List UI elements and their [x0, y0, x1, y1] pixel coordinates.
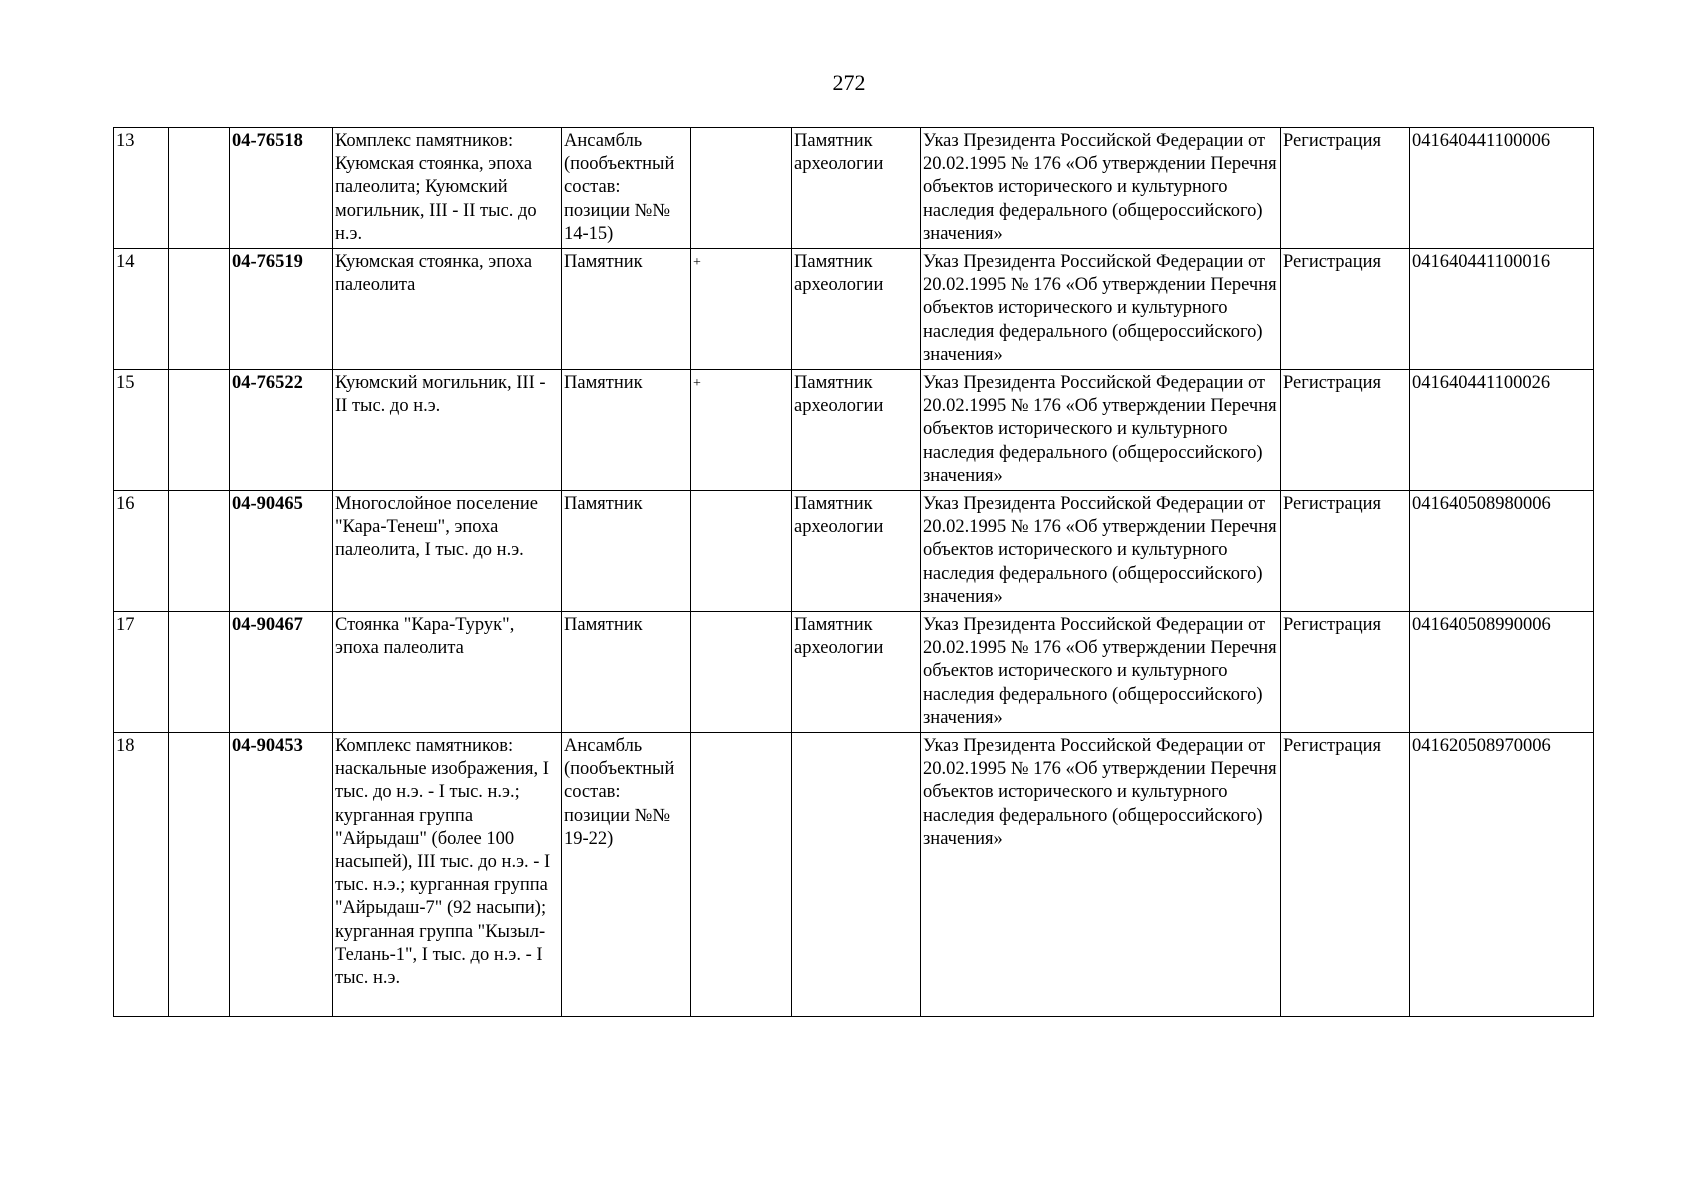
legal-document: Указ Президента Российской Федерации от 20.02.1995 № 176 «Об утверждении Перечня объектов исторического и культурного наследия федерального (общероссийского) значения»: [921, 612, 1281, 733]
status-cell: Регистрация: [1281, 491, 1410, 612]
empty-cell: [169, 249, 230, 370]
object-code: 041620508970006: [1410, 733, 1594, 1017]
mark-cell: [691, 612, 792, 733]
empty-cell: [169, 128, 230, 249]
object-category: Памятник археологии: [792, 128, 921, 249]
registration-number: 04-90465: [230, 491, 333, 612]
object-type: Ансамбль (пообъектный состав: позиции №№ 14-15): [562, 128, 691, 249]
object-code: 041640441100016: [1410, 249, 1594, 370]
status-cell: Регистрация: [1281, 128, 1410, 249]
object-type: Памятник: [562, 249, 691, 370]
mark-cell: +: [691, 370, 792, 491]
registration-number: 04-90453: [230, 733, 333, 1017]
empty-cell: [169, 612, 230, 733]
object-code: 041640508980006: [1410, 491, 1594, 612]
empty-cell: [169, 370, 230, 491]
legal-document: Указ Президента Российской Федерации от 20.02.1995 № 176 «Об утверждении Перечня объектов исторического и культурного наследия федерального (общероссийского) значения»: [921, 128, 1281, 249]
object-name: Куюмский могильник, III - II тыс. до н.э.: [333, 370, 562, 491]
status-cell: Регистрация: [1281, 733, 1410, 1017]
row-number: 15: [114, 370, 169, 491]
registration-number: 04-76519: [230, 249, 333, 370]
empty-cell: [169, 491, 230, 612]
legal-document: Указ Президента Российской Федерации от 20.02.1995 № 176 «Об утверждении Перечня объектов исторического и культурного наследия федерального (общероссийского) значения»: [921, 370, 1281, 491]
heritage-registry-table: [113, 127, 1594, 1017]
table-row: [114, 370, 1594, 491]
object-category: Памятник археологии: [792, 612, 921, 733]
registration-number: 04-90467: [230, 612, 333, 733]
object-type: Памятник: [562, 491, 691, 612]
row-number: 13: [114, 128, 169, 249]
mark-cell: [691, 733, 792, 1017]
registration-number: 04-76522: [230, 370, 333, 491]
object-type: Ансамбль (пообъектный состав: позиции №№ 19-22): [562, 733, 691, 1017]
object-type: Памятник: [562, 370, 691, 491]
object-name: Куюмская стоянка, эпоха палеолита: [333, 249, 562, 370]
mark-cell: [691, 491, 792, 612]
object-code: 041640441100006: [1410, 128, 1594, 249]
object-code: 041640508990006: [1410, 612, 1594, 733]
legal-document: Указ Президента Российской Федерации от 20.02.1995 № 176 «Об утверждении Перечня объектов исторического и культурного наследия федерального (общероссийского) значения»: [921, 733, 1281, 1017]
table-row: [114, 612, 1594, 733]
status-cell: Регистрация: [1281, 249, 1410, 370]
registration-number: 04-76518: [230, 128, 333, 249]
object-category: [792, 733, 921, 1017]
object-name: Комплекс памятников: наскальные изображения, I тыс. до н.э. - I тыс. н.э.; курганная группа "Айрыдаш" (более 100 насыпей), III тыс. до н.э. - I тыс. н.э.; курганная группа "Айрыдаш-7" (92 насыпи); курганная группа "Кызыл-Телань-1", I тыс. до н.э. - I тыс. н.э.: [333, 733, 562, 1017]
object-category: Памятник археологии: [792, 491, 921, 612]
row-number: 14: [114, 249, 169, 370]
object-code: 041640441100026: [1410, 370, 1594, 491]
empty-cell: [169, 733, 230, 1017]
status-cell: Регистрация: [1281, 370, 1410, 491]
legal-document: Указ Президента Российской Федерации от 20.02.1995 № 176 «Об утверждении Перечня объектов исторического и культурного наследия федерального (общероссийского) значения»: [921, 491, 1281, 612]
row-number: 17: [114, 612, 169, 733]
table-row: [114, 733, 1594, 1017]
legal-document: Указ Президента Российской Федерации от 20.02.1995 № 176 «Об утверждении Перечня объектов исторического и культурного наследия федерального (общероссийского) значения»: [921, 249, 1281, 370]
table-row: [114, 491, 1594, 612]
table-row: [114, 249, 1594, 370]
object-name: Многослойное поселение "Кара-Тенеш", эпоха палеолита, I тыс. до н.э.: [333, 491, 562, 612]
object-name: Стоянка "Кара-Турук", эпоха палеолита: [333, 612, 562, 733]
row-number: 16: [114, 491, 169, 612]
page-number: 272: [832, 70, 866, 95]
row-number: 18: [114, 733, 169, 1017]
mark-cell: [691, 128, 792, 249]
object-type: Памятник: [562, 612, 691, 733]
object-category: Памятник археологии: [792, 370, 921, 491]
object-name: Комплекс памятников: Куюмская стоянка, эпоха палеолита; Куюмский могильник, III - II тыс. до н.э.: [333, 128, 562, 249]
status-cell: Регистрация: [1281, 612, 1410, 733]
table-row: [114, 128, 1594, 249]
mark-cell: +: [691, 249, 792, 370]
object-category: Памятник археологии: [792, 249, 921, 370]
